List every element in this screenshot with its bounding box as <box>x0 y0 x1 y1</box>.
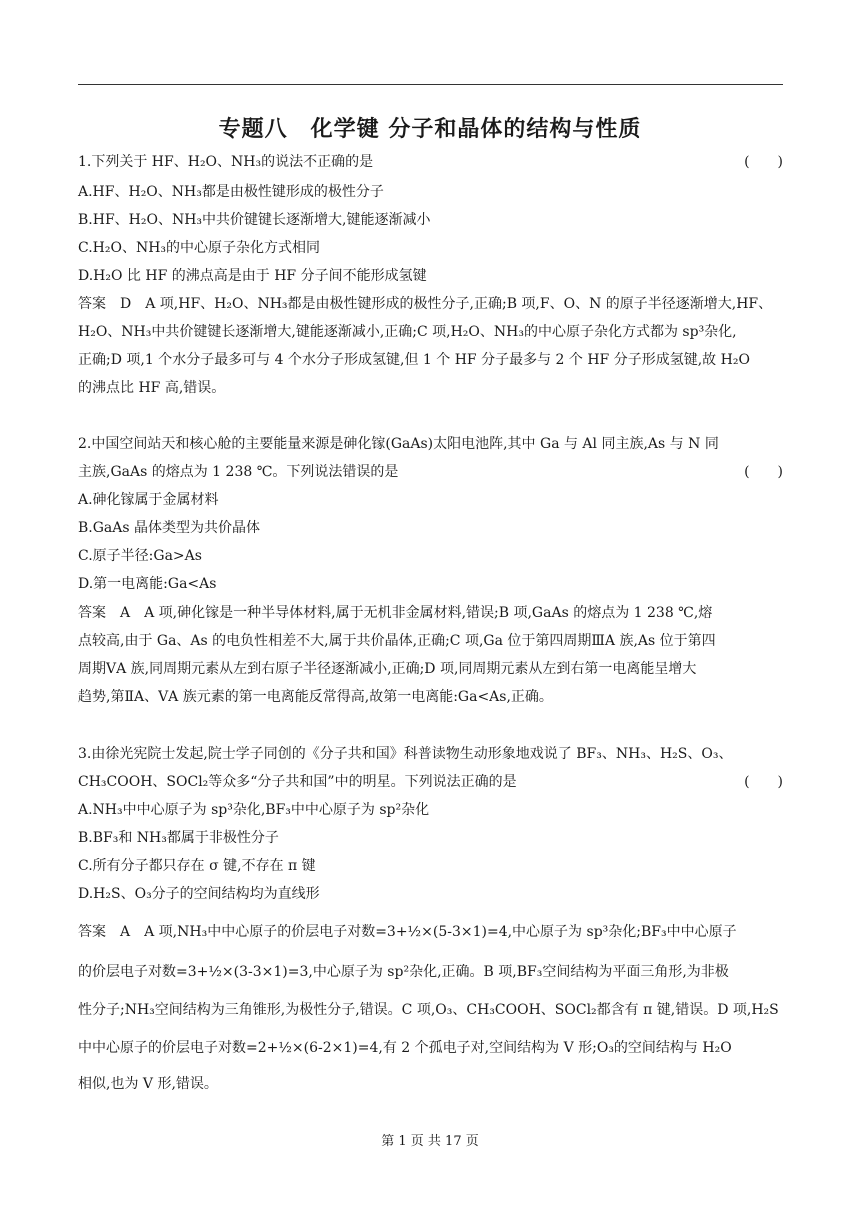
q1-option-d: D.H₂O 比 HF 的沸点高是由于 HF 分子间不能形成氢键 <box>78 268 427 284</box>
q3-option-b: B.BF₃和 NH₃都属于非极性分子 <box>78 830 279 846</box>
q2-option-a: A.砷化镓属于金属材料 <box>78 492 219 508</box>
header-rule <box>78 84 783 85</box>
q3-answer-line: 性分子;NH₃空间结构为三角锥形,为极性分子,错误。C 项,O₃、CH₃COOH、SOCl₂都含有 π 键,错误。D 项,H₂S <box>78 1002 779 1018</box>
q2-option-d: D.第一电离能:Ga<As <box>78 576 217 592</box>
q1-answer-line: 答案 D A 项,HF、H₂O、NH₃都是由极性键形成的极性分子,正确;B 项,F、O、N 的原子半径逐渐增大,HF、 <box>78 296 773 312</box>
q2-answer-line: 答案 A A 项,砷化镓是一种半导体材料,属于无机非金属材料,错误;B 项,GaAs 的熔点为 1 238 ℃,熔 <box>78 605 713 621</box>
q1-stem: 1.下列关于 HF、H₂O、NH₃的说法不正确的是 ( ) <box>78 154 783 170</box>
q3-answer-line: 中中心原子的价层电子对数=2+½×(6-2×1)=4,有 2 个孤电子对,空间结构为 V 形;O₃的空间结构与 H₂O <box>78 1040 732 1056</box>
q2-answer-line: 周期ⅤA 族,同周期元素从左到右原子半径逐渐减小,正确;D 项,同周期元素从左到右第一电离能呈增大 <box>78 661 697 677</box>
q3-answer-line: 相似,也为 V 形,错误。 <box>78 1076 218 1092</box>
q1-answer-bracket: ( ) <box>744 154 783 170</box>
q3-stem-line: CH₃COOH、SOCl₂等众多“分子共和国”中的明星。下列说法正确的是 ( ) <box>78 774 783 790</box>
q3-option-c: C.所有分子都只存在 σ 键,不存在 π 键 <box>78 858 316 874</box>
q2-answer-line: 点较高,由于 Ga、As 的电负性相差不大,属于共价晶体,正确;C 项,Ga 位于第四周期ⅢA 族,As 位于第四 <box>78 633 716 649</box>
q2-option-c: C.原子半径:Ga>As <box>78 548 202 564</box>
q3-answer-line: 的价层电子对数=3+½×(3-3×1)=3,中心原子为 sp²杂化,正确。B 项,BF₃空间结构为平面三角形,为非极 <box>78 964 729 980</box>
q3-answer-line: 答案 A A 项,NH₃中中心原子的价层电子对数=3+½×(5-3×1)=4,中心原子为 sp³杂化;BF₃中中心原子 <box>78 924 737 940</box>
q1-answer-line: H₂O、NH₃中共价键键长逐渐增大,键能逐渐减小,正确;C 项,H₂O、NH₃的中心原子杂化方式都为 sp³杂化, <box>78 324 737 340</box>
q1-answer-line: 正确;D 项,1 个水分子最多可与 4 个水分子形成氢键,但 1 个 HF 分子最多与 2 个 HF 分子形成氢键,故 H₂O <box>78 352 750 368</box>
q2-answer-bracket: ( ) <box>744 464 783 480</box>
q2-option-b: B.GaAs 晶体类型为共价晶体 <box>78 520 261 536</box>
q2-stem-line: 主族,GaAs 的熔点为 1 238 ℃。下列说法错误的是 ( ) <box>78 464 783 480</box>
q1-answer-line: 的沸点比 HF 高,错误。 <box>78 380 226 396</box>
q1-option-a: A.HF、H₂O、NH₃都是由极性键形成的极性分子 <box>78 184 384 200</box>
q3-option-a: A.NH₃中中心原子为 sp³杂化,BF₃中中心原子为 sp²杂化 <box>78 802 430 818</box>
q3-option-d: D.H₂S、O₃分子的空间结构均为直线形 <box>78 886 320 902</box>
q2-stem-line: 2.中国空间站天和核心舱的主要能量来源是砷化镓(GaAs)太阳电池阵,其中 Ga 与 Al 同主族,As 与 N 同 <box>78 436 719 452</box>
q1-option-b: B.HF、H₂O、NH₃中共价键键长逐渐增大,键能逐渐减小 <box>78 212 431 228</box>
page-title: 专题八 化学键 分子和晶体的结构与性质 <box>218 117 642 142</box>
page-footer: 第 1 页 共 17 页 <box>381 1134 479 1149</box>
q2-answer-line: 趋势,第ⅡA、ⅤA 族元素的第一电离能反常得高,故第一电离能:Ga<As,正确。 <box>78 689 553 705</box>
q3-answer-bracket: ( ) <box>744 774 783 790</box>
q3-stem-line: 3.由徐光宪院士发起,院士学子同创的《分子共和国》科普读物生动形象地戏说了 BF₃、NH₃、H₂S、O₃、 <box>78 746 733 762</box>
q1-option-c: C.H₂O、NH₃的中心原子杂化方式相同 <box>78 240 321 256</box>
